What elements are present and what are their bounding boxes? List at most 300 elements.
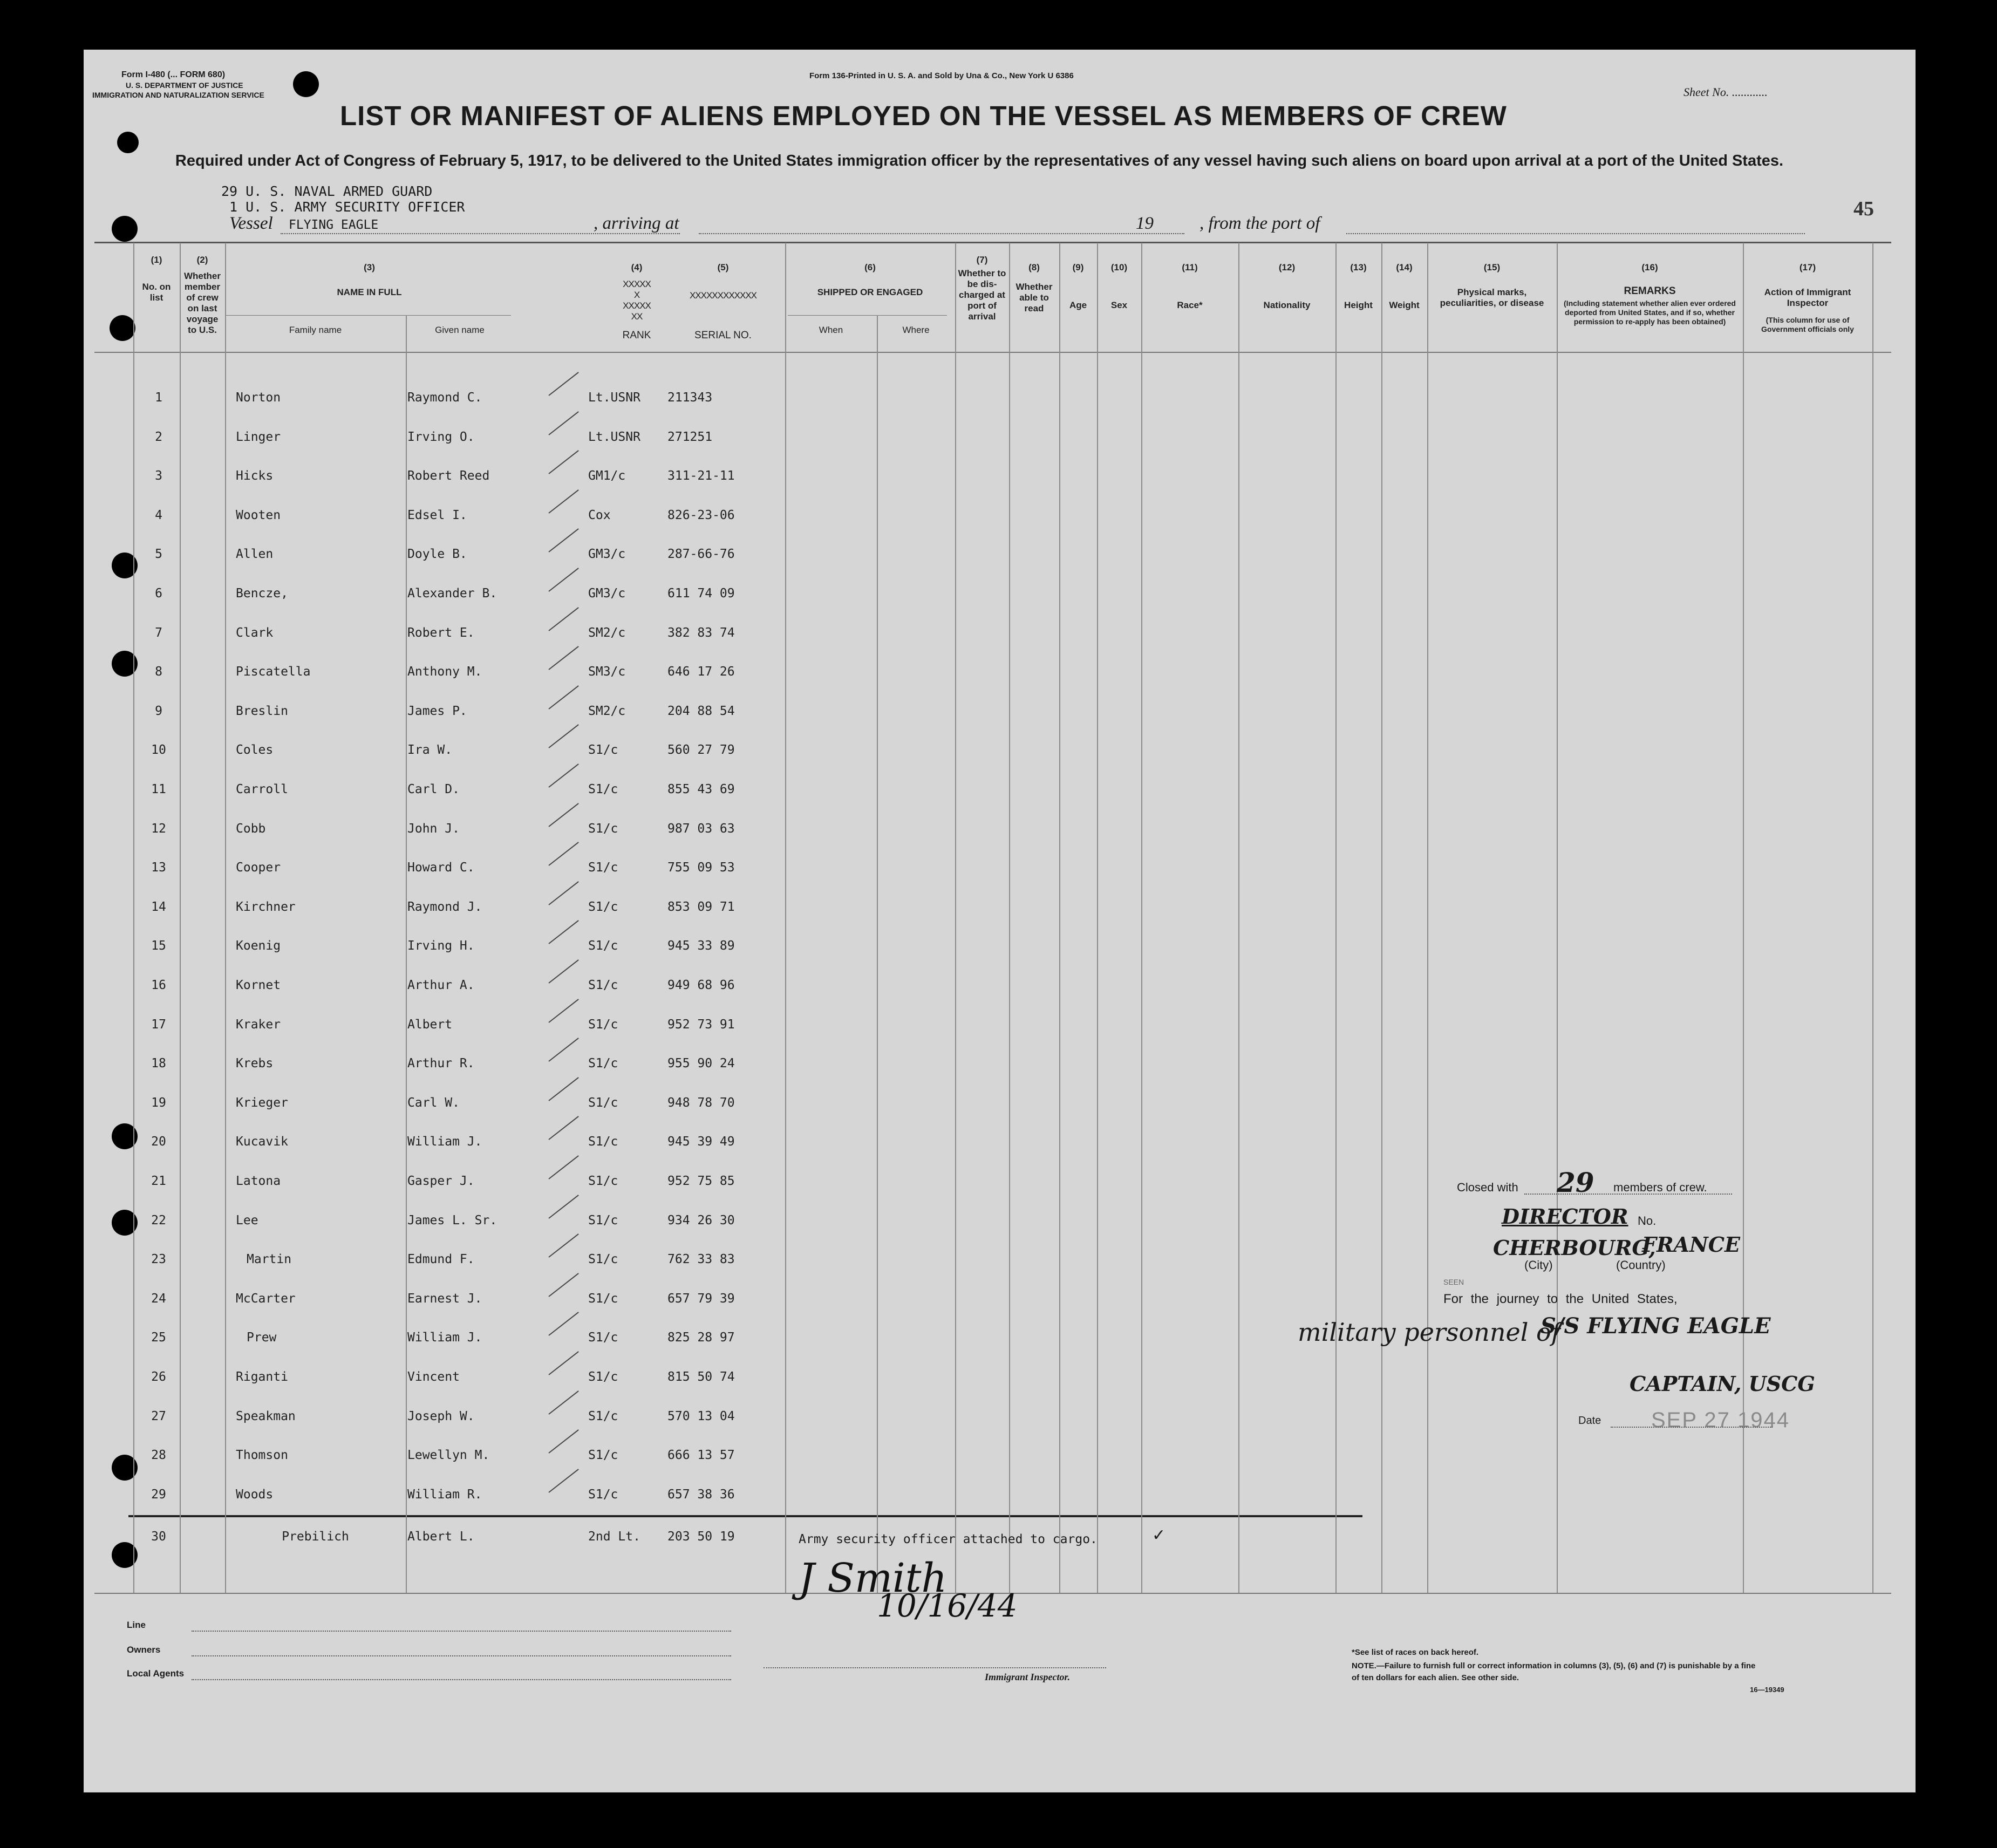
footer-owners-label: Owners — [127, 1645, 161, 1655]
check-mark — [548, 372, 578, 396]
rank: GM1/c — [588, 469, 626, 483]
col-16-header: REMARKS — [1624, 285, 1676, 297]
army-note: Army security officer attached to cargo. — [799, 1532, 1098, 1546]
vessel-line — [229, 214, 273, 234]
serial-number: 204 88 54 — [667, 704, 735, 718]
rank: S1/c — [588, 1174, 618, 1188]
serial-number: 646 17 26 — [667, 665, 735, 679]
given-name: Doyle B. — [407, 547, 467, 561]
row-number: 8 — [155, 665, 162, 679]
serial-number: 560 27 79 — [667, 743, 735, 757]
punch-hole — [1941, 21, 1953, 32]
city-label: (City) — [1524, 1258, 1553, 1272]
check-mark — [548, 1116, 578, 1140]
check-mark — [548, 1469, 578, 1493]
column-divider — [1872, 243, 1873, 1593]
check-mark — [548, 1351, 578, 1375]
col-6-where: Where — [902, 325, 930, 335]
col-4-header: RANK — [622, 330, 651, 341]
rank: SM2/c — [588, 626, 626, 640]
col-13-num: (13) — [1350, 262, 1367, 272]
col-14-num: (14) — [1396, 262, 1413, 272]
rank: S1/c — [588, 1018, 618, 1032]
family-name: Kucavik — [236, 1135, 288, 1149]
captain-title: CAPTAIN, USCG — [1630, 1372, 1815, 1396]
check-mark — [548, 450, 578, 474]
service: IMMIGRATION AND NATURALIZATION SERVICE — [92, 91, 264, 99]
given-name: Joseph W. — [407, 1409, 475, 1423]
check-mark — [548, 1312, 578, 1336]
check-mark — [548, 1390, 578, 1415]
serial-number: 666 13 57 — [667, 1448, 735, 1462]
column-divider — [877, 315, 878, 1593]
col-12-num: (12) — [1278, 262, 1296, 272]
serial-number: 934 26 30 — [667, 1213, 735, 1228]
given-name: Lewellyn M. — [407, 1448, 490, 1462]
family-name: Lee — [236, 1213, 258, 1228]
col-13-header: Height — [1344, 300, 1373, 310]
subtitle: Required under Act of Congress of February 5, 1917, to be delivered to the United States immigration officer by the representatives of any vessel having such aliens on board upon arrival at a port of the United States. — [175, 152, 1784, 169]
name-sub-rule — [225, 315, 511, 316]
rank: S1/c — [588, 900, 618, 914]
arriving-label: , arriving at — [594, 214, 679, 233]
rank: S1/c — [588, 1448, 618, 1462]
check-mark — [548, 1195, 578, 1219]
check-mark — [548, 1077, 578, 1101]
family-name: Cooper — [236, 861, 281, 875]
row-number: 15 — [151, 939, 166, 953]
family-name: Krieger — [236, 1096, 288, 1110]
footer-line-label: Line — [127, 1620, 146, 1630]
given-name: Robert E. — [407, 626, 475, 640]
rank: Lt.USNR — [588, 391, 640, 405]
column-divider — [1427, 243, 1428, 1593]
given-name: Ira W. — [407, 743, 453, 757]
inspector-signature: J Smith — [799, 1555, 948, 1601]
header-bottom-rule — [94, 352, 1891, 353]
col-17-sub: (This column for use of Government officials only — [1761, 316, 1854, 333]
family-name: Wooten — [236, 508, 281, 522]
typed-header-1: 29 U. S. NAVAL ARMED GUARD — [221, 183, 433, 199]
rank: S1/c — [588, 861, 618, 875]
rank: GM3/c — [588, 587, 626, 601]
column-divider — [180, 243, 181, 1593]
family-name: Cobb — [236, 822, 266, 836]
column-divider — [955, 243, 956, 1593]
row-number: 17 — [151, 1018, 166, 1032]
row-number: 25 — [151, 1331, 166, 1345]
col-7-num: (7) — [976, 255, 988, 265]
row-number: 21 — [151, 1174, 166, 1188]
check-mark — [548, 1273, 578, 1297]
serial-number: 611 74 09 — [667, 587, 735, 601]
row-number: 18 — [151, 1056, 166, 1070]
given-name: Arthur A. — [407, 978, 475, 992]
members-label: members of crew. — [1613, 1181, 1707, 1194]
no-label: No. — [1638, 1214, 1657, 1228]
col-5-struck: XXXXXXXXXXXX — [689, 290, 757, 301]
given-name: Howard C. — [407, 861, 475, 875]
rank: S1/c — [588, 1135, 618, 1149]
col-6-num: (6) — [864, 262, 876, 272]
family-name: Prebilich — [282, 1530, 349, 1544]
given-name: James L. Sr. — [407, 1213, 497, 1228]
col-16-num: (16) — [1641, 262, 1658, 272]
check-mark — [548, 1233, 578, 1258]
row-number: 27 — [151, 1409, 166, 1423]
serial-number: 815 50 74 — [667, 1370, 735, 1384]
row-number: 29 — [151, 1488, 166, 1502]
journey-text: For the journey to the United States, — [1443, 1292, 1678, 1306]
check-mark — [548, 881, 578, 905]
serial-number: 945 33 89 — [667, 939, 735, 953]
sheet-label: Sheet No. — [1684, 85, 1729, 99]
column-divider — [225, 243, 226, 1593]
col-5-num: (5) — [717, 262, 729, 272]
family-name: Clark — [236, 626, 274, 640]
family-name: Coles — [236, 743, 274, 757]
row-number: 1 — [155, 391, 162, 405]
rank: Lt.USNR — [588, 430, 640, 444]
given-name: Irving O. — [407, 430, 475, 444]
footer-note: NOTE.—Failure to furnish full or correct information in columns (3), (5), (6) and (7) is punishable by a fine of ten dollars for each alien. See other side. — [1352, 1661, 1756, 1682]
rank: S1/c — [588, 1252, 618, 1266]
family-name: Latona — [236, 1174, 281, 1188]
shipped-sub-rule — [788, 315, 947, 316]
check-mark — [548, 724, 578, 748]
family-name: Koenig — [236, 939, 281, 953]
col-11-header: Race* — [1177, 300, 1203, 310]
sheet-number-label: Sheet No. ............ — [1684, 85, 1768, 99]
family-name: Kornet — [236, 978, 281, 992]
given-name: Alexander B. — [407, 587, 497, 601]
row-number: 26 — [151, 1370, 166, 1384]
row-number: 4 — [155, 508, 162, 522]
col-12-header: Nationality — [1263, 300, 1311, 310]
row-number: 16 — [151, 978, 166, 992]
row-number: 12 — [151, 822, 166, 836]
row-number: 3 — [155, 469, 162, 483]
col-8-header: Whether able to read — [1015, 282, 1053, 313]
punch-hole — [293, 71, 319, 97]
check-mark — [548, 959, 578, 984]
check-mark — [548, 763, 578, 788]
rank: S1/c — [588, 1331, 618, 1345]
family-name: Carroll — [236, 782, 288, 796]
col-1-header: No. on list — [142, 282, 171, 303]
row-number: 28 — [151, 1448, 166, 1462]
family-name: Riganti — [236, 1370, 288, 1384]
serial-number: 948 78 70 — [667, 1096, 735, 1110]
given-name: Albert — [407, 1018, 453, 1032]
rank: S1/c — [588, 1096, 618, 1110]
col-2-num: (2) — [196, 255, 208, 265]
col-10-header: Sex — [1110, 300, 1128, 310]
serial-number: 955 90 24 — [667, 1056, 735, 1070]
table-top-rule — [94, 242, 1891, 243]
check-mark — [548, 1429, 578, 1454]
family-name: Kraker — [236, 1018, 281, 1032]
rank: GM3/c — [588, 547, 626, 561]
row-number: 7 — [155, 626, 162, 640]
row-number: 30 — [151, 1530, 166, 1544]
rank: SM3/c — [588, 665, 626, 679]
col-14-header: Weight — [1389, 300, 1420, 310]
serial-number: 570 13 04 — [667, 1409, 735, 1423]
family-name: Hicks — [236, 469, 274, 483]
family-name: McCarter — [236, 1292, 296, 1306]
signature-date: 10/16/44 — [877, 1587, 1018, 1624]
col-4-num: (4) — [631, 262, 643, 272]
col-3-given: Given name — [435, 325, 485, 335]
given-name: Vincent — [407, 1370, 460, 1384]
col-2-header: Whether member of crew on last voyage to U.S. — [184, 271, 221, 335]
date-label: Date — [1578, 1415, 1601, 1427]
row-number: 20 — [151, 1135, 166, 1149]
given-name: Carl W. — [407, 1096, 460, 1110]
family-name: Woods — [236, 1488, 274, 1502]
check-mark — [548, 999, 578, 1023]
family-name: Martin — [247, 1252, 292, 1266]
column-divider — [1141, 243, 1142, 1593]
family-name: Prew — [247, 1331, 277, 1345]
col-15-header: Physical marks, peculiarities, or disease — [1440, 287, 1544, 308]
rank: S1/c — [588, 1292, 618, 1306]
serial-number: 825 28 97 — [667, 1331, 735, 1345]
crew-count: 29 — [1557, 1167, 1594, 1198]
arriving-underline — [699, 233, 1184, 234]
family-name: Kirchner — [236, 900, 296, 914]
inspector-rule — [764, 1667, 1106, 1668]
given-name: Edmund F. — [407, 1252, 475, 1266]
family-name: Linger — [236, 430, 281, 444]
col-6-when: When — [819, 325, 843, 335]
seen-stamp: SEEN — [1443, 1278, 1464, 1286]
page-title: LIST OR MANIFEST OF ALIENS EMPLOYED ON THE VESSEL AS MEMBERS OF CREW — [340, 100, 1507, 131]
check-mark — [548, 528, 578, 553]
check-mark — [548, 920, 578, 944]
given-name: James P. — [407, 704, 467, 718]
serial-number: 987 03 63 — [667, 822, 735, 836]
rank: S1/c — [588, 978, 618, 992]
given-name: Raymond J. — [407, 900, 482, 914]
family-name: Bencze, — [236, 587, 288, 601]
check-mark — [548, 1038, 578, 1062]
rank: S1/c — [588, 1488, 618, 1502]
family-name: Thomson — [236, 1448, 288, 1462]
rank: S1/c — [588, 1409, 618, 1423]
rank: S1/c — [588, 822, 618, 836]
given-name: William J. — [407, 1135, 482, 1149]
check-mark — [548, 646, 578, 670]
from-port-label: , from the port of — [1199, 214, 1320, 233]
inspector-label: Immigrant Inspector. — [985, 1672, 1071, 1682]
given-name: Carl D. — [407, 782, 460, 796]
given-name: Albert L. — [407, 1530, 475, 1544]
footer-agents-underline — [192, 1679, 731, 1680]
check-mark — [548, 489, 578, 514]
serial-number: 657 79 39 — [667, 1292, 735, 1306]
serial-number: 952 73 91 — [667, 1018, 735, 1032]
manifest-sheet — [84, 50, 1916, 1792]
department: U. S. DEPARTMENT OF JUSTICE — [126, 81, 243, 90]
military-personnel: military personnel of — [1298, 1318, 1560, 1347]
table-end-rule — [128, 1515, 1362, 1517]
given-name: Edsel I. — [407, 508, 467, 522]
punch-hole — [110, 315, 135, 341]
serial-number: 949 68 96 — [667, 978, 735, 992]
column-divider — [1557, 243, 1558, 1593]
row-number: 5 — [155, 547, 162, 561]
col-17-num: (17) — [1799, 262, 1816, 272]
col-5-header: SERIAL NO. — [694, 330, 752, 341]
check-mark — [548, 411, 578, 435]
column-divider — [1335, 243, 1337, 1593]
given-name: Arthur R. — [407, 1056, 475, 1070]
given-name: William R. — [407, 1488, 482, 1502]
column-divider — [133, 243, 134, 1593]
races-note: *See list of races on back hereof. — [1352, 1648, 1479, 1657]
family-name: Allen — [236, 547, 274, 561]
col-6-header: SHIPPED OR ENGAGED — [817, 287, 923, 297]
serial-number: 287-66-76 — [667, 547, 735, 561]
col-16-sub: (Including statement whether alien ever ordered deported from United States, and if so, whether permission to re-apply has been obtained) — [1564, 299, 1736, 326]
serial-number: 382 83 74 — [667, 626, 735, 640]
serial-number: 855 43 69 — [667, 782, 735, 796]
date-underline — [1611, 1427, 1773, 1428]
column-divider — [1097, 243, 1098, 1593]
check-mark — [548, 842, 578, 866]
serial-number: 203 50 19 — [667, 1530, 735, 1544]
form-number: Form I-480 (... FORM 680) — [121, 70, 226, 79]
city-value: CHERBOURG, — [1493, 1236, 1656, 1260]
typed-header-2: 1 U. S. ARMY SECURITY OFFICER — [229, 199, 465, 215]
closing-vessel: S/S FLYING EAGLE — [1541, 1313, 1771, 1339]
port-underline — [1346, 233, 1805, 234]
serial-number: 657 38 36 — [667, 1488, 735, 1502]
rank: S1/c — [588, 782, 618, 796]
country-value: FRANCE — [1642, 1232, 1740, 1257]
given-name: John J. — [407, 822, 460, 836]
printer-line: Form 136-Printed in U. S. A. and Sold by Una & Co., New York U 6386 — [809, 71, 1074, 80]
family-name: Krebs — [236, 1056, 274, 1070]
serial-number: 211343 — [667, 391, 713, 405]
rank: Cox — [588, 508, 611, 522]
col-17-header: Action of Immigrant Inspector — [1764, 287, 1851, 308]
row-number: 19 — [151, 1096, 166, 1110]
given-name: Earnest J. — [407, 1292, 482, 1306]
col-3-family: Family name — [289, 325, 342, 335]
col-10-num: (10) — [1110, 262, 1128, 272]
serial-number: 271251 — [667, 430, 713, 444]
vessel-label: Vessel — [229, 214, 273, 233]
rank: 2nd Lt. — [588, 1530, 640, 1544]
army-note-check: ✓ — [1152, 1526, 1166, 1544]
col-3-num: (3) — [364, 262, 375, 272]
vessel-name: FLYING EAGLE — [289, 218, 379, 232]
col-1-num: (1) — [151, 255, 162, 265]
rank: S1/c — [588, 1370, 618, 1384]
punch-hole — [112, 216, 138, 242]
footer-agents-label: Local Agents — [127, 1668, 185, 1679]
year-label: 19 — [1136, 214, 1154, 233]
rank: SM2/c — [588, 704, 626, 718]
col-9-header: Age — [1069, 300, 1087, 310]
footer-line-underline — [192, 1631, 731, 1632]
rank: S1/c — [588, 939, 618, 953]
punch-hole — [1941, 38, 1953, 50]
col-9-num: (9) — [1072, 262, 1084, 272]
col-7-header: Whether to be dis-charged at port of arrival — [958, 268, 1006, 322]
country-label: (Country) — [1616, 1258, 1666, 1272]
column-divider — [1059, 243, 1060, 1593]
serial-number: 945 39 49 — [667, 1135, 735, 1149]
column-divider — [406, 315, 407, 1593]
serial-number: 755 09 53 — [667, 861, 735, 875]
rank: S1/c — [588, 1056, 618, 1070]
column-divider — [1009, 243, 1010, 1593]
date-stamp: SEP 27 1944 — [1651, 1408, 1790, 1432]
row-number: 23 — [151, 1252, 166, 1266]
serial-number: 826-23-06 — [667, 508, 735, 522]
given-name: William J. — [407, 1331, 482, 1345]
col-4-struck: XXXXX X XXXXX XX — [623, 279, 651, 322]
director-title: DIRECTOR — [1502, 1204, 1628, 1229]
rank: S1/c — [588, 1213, 618, 1228]
given-name: Gasper J. — [407, 1174, 475, 1188]
row-number: 10 — [151, 743, 166, 757]
row-number: 24 — [151, 1292, 166, 1306]
given-name: Irving H. — [407, 939, 475, 953]
rank: S1/c — [588, 743, 618, 757]
check-mark — [548, 568, 578, 592]
col-11-num: (11) — [1182, 262, 1198, 272]
column-divider — [1381, 243, 1382, 1593]
col-3-header: NAME IN FULL — [337, 287, 402, 297]
check-mark — [548, 607, 578, 631]
column-divider — [1238, 243, 1239, 1593]
family-name: Breslin — [236, 704, 288, 718]
row-number: 2 — [155, 430, 162, 444]
given-name: Anthony M. — [407, 665, 482, 679]
row-number: 6 — [155, 587, 162, 601]
footer-owners-underline — [192, 1655, 731, 1656]
column-divider — [785, 243, 786, 1593]
serial-number: 762 33 83 — [667, 1252, 735, 1266]
serial-number: 952 75 85 — [667, 1174, 735, 1188]
serial-number: 311-21-11 — [667, 469, 735, 483]
row-number: 22 — [151, 1213, 166, 1228]
closed-with-label: Closed with — [1457, 1181, 1518, 1194]
page-number: 45 — [1853, 197, 1874, 220]
col-15-num: (15) — [1483, 262, 1501, 272]
family-name: Norton — [236, 391, 281, 405]
check-mark — [548, 685, 578, 710]
given-name: Robert Reed — [407, 469, 490, 483]
family-name: Speakman — [236, 1409, 296, 1423]
form-code: 16—19349 — [1750, 1686, 1784, 1694]
family-name: Piscatella — [236, 665, 311, 679]
row-number: 9 — [155, 704, 162, 718]
check-mark — [548, 803, 578, 827]
row-number: 11 — [151, 782, 166, 796]
col-8-num: (8) — [1028, 262, 1040, 272]
row-number: 13 — [151, 861, 166, 875]
serial-number: 853 09 71 — [667, 900, 735, 914]
row-number: 14 — [151, 900, 166, 914]
given-name: Raymond C. — [407, 391, 482, 405]
check-mark — [548, 1155, 578, 1179]
